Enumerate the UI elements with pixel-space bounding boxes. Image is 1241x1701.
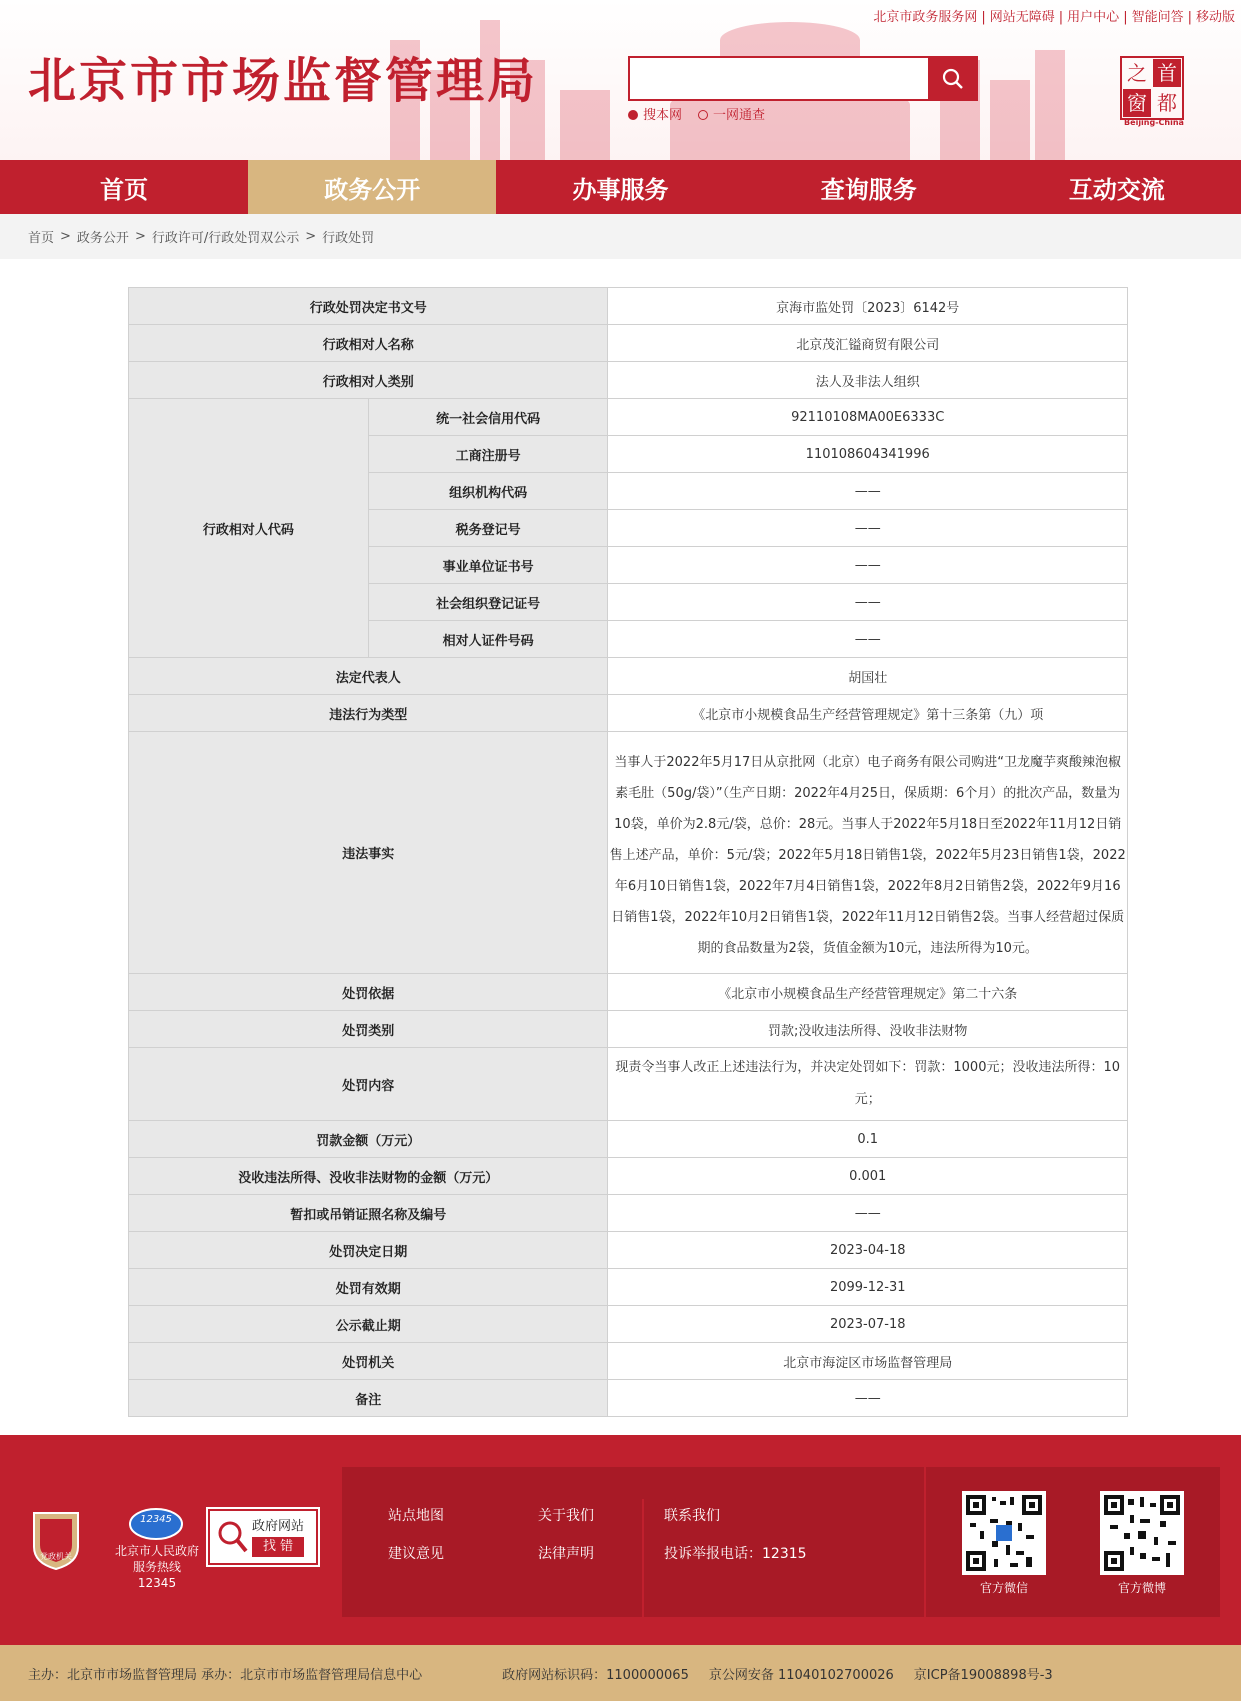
valid-until: 2099-12-31: [608, 1269, 1128, 1306]
breadcrumb-separator: >: [134, 229, 146, 244]
report-error-button[interactable]: [208, 1509, 318, 1565]
table-row: [129, 1158, 1128, 1195]
qr-code-icon: [1104, 1495, 1180, 1571]
scope-option-site[interactable]: [628, 104, 682, 123]
scope-label: 一网通查: [713, 108, 766, 123]
social-org-cert: ——: [608, 584, 1128, 621]
license-info: ——: [608, 1195, 1128, 1232]
institution-cert: ——: [608, 547, 1128, 584]
field-label: 组织机构代码: [368, 473, 608, 510]
party-gov-org-text: 党政机关: [40, 1552, 72, 1561]
top-link-gov-service[interactable]: 北京市政务服务网: [873, 10, 978, 25]
site-footer: [0, 1435, 1241, 1645]
badge-subtitle: Beijing-China: [1124, 118, 1184, 127]
party-gov-org-logo[interactable]: [30, 1507, 82, 1571]
badge-char: 之: [1127, 61, 1147, 85]
footer-link-about[interactable]: 关于我们: [538, 1508, 594, 1524]
breadcrumb-penalty[interactable]: 行政处罚: [322, 231, 375, 246]
field-label: 统一社会信用代码: [368, 399, 608, 436]
table-row: [129, 399, 1128, 436]
footer-bottom-bar: [0, 1645, 1241, 1701]
field-label: 行政相对人类别: [129, 362, 608, 399]
field-label: 处罚有效期: [129, 1269, 608, 1306]
hotline-caption-line: 北京市人民政府: [114, 1544, 199, 1558]
scope-label: 搜本网: [643, 108, 683, 123]
fine-amount: 0.1: [608, 1121, 1128, 1158]
table-row: [129, 974, 1128, 1011]
field-label: 处罚机关: [129, 1343, 608, 1380]
police-record[interactable]: 京公网安备 11040102700026: [708, 1667, 894, 1683]
search-box: [628, 56, 978, 101]
legal-representative: 胡国壮: [608, 658, 1128, 695]
footer-links-panel: [342, 1467, 924, 1617]
scope-option-all[interactable]: [698, 104, 765, 123]
table-row: [129, 1048, 1128, 1121]
field-label: 公示截止期: [129, 1306, 608, 1343]
breadcrumb: [0, 214, 1241, 259]
breadcrumb-separator: >: [305, 229, 317, 244]
footer-link-contact[interactable]: 联系我们: [664, 1508, 720, 1524]
table-row: [129, 1232, 1128, 1269]
search-icon: [942, 68, 964, 90]
footer-qr-panel: [926, 1467, 1220, 1617]
radio-unchecked-icon: [698, 110, 708, 120]
penalty-type: 罚款;没收违法所得、没收非法财物: [608, 1011, 1128, 1048]
footer-link-legal[interactable]: 法律声明: [538, 1546, 594, 1562]
top-link-mobile[interactable]: 移动版: [1195, 10, 1235, 25]
qr-code-icon: [966, 1495, 1042, 1571]
field-label: 处罚依据: [129, 974, 608, 1011]
breadcrumb-separator: >: [60, 229, 71, 244]
penalty-authority: 北京市海淀区市场监督管理局: [608, 1343, 1128, 1380]
wechat-qr-code[interactable]: [962, 1491, 1046, 1575]
remarks: ——: [608, 1380, 1128, 1417]
breadcrumb-home[interactable]: 首页: [28, 231, 55, 246]
top-link-accessibility[interactable]: 网站无障碍: [989, 10, 1055, 25]
penalty-content: 现责令当事人改正上述违法行为，并决定处罚如下：罚款：1000元；没收违法所得：10元；: [608, 1048, 1128, 1121]
table-row: [129, 325, 1128, 362]
party-type: 法人及非法人组织: [608, 362, 1128, 399]
confiscation-amount: 0.001: [608, 1158, 1128, 1195]
tax-number: ——: [608, 510, 1128, 547]
nav-item-services[interactable]: 办事服务: [572, 175, 669, 204]
search-scope: [628, 104, 765, 123]
org-code: ——: [608, 473, 1128, 510]
table-row: [129, 658, 1128, 695]
magnifier-icon: [214, 1517, 250, 1557]
registration-number: 110108604341996: [608, 436, 1128, 473]
penalty-record-table: [128, 287, 1128, 1417]
violation-type: 《北京市小规模食品生产经营管理规定》第十三条第（九）项: [608, 695, 1128, 732]
footer-link-sitemap[interactable]: 站点地图: [388, 1508, 444, 1524]
table-row: [129, 1306, 1128, 1343]
table-row: [129, 362, 1128, 399]
id-number: ——: [608, 621, 1128, 658]
site-header: [0, 0, 1241, 160]
field-label: 社会组织登记证号: [368, 584, 608, 621]
weibo-qr-code[interactable]: [1100, 1491, 1184, 1575]
decision-number: 京海市监处罚〔2023〕6142号: [608, 288, 1128, 325]
search-button[interactable]: [928, 56, 978, 101]
decision-date: 2023-04-18: [608, 1232, 1128, 1269]
violation-facts: 当事人于2022年5月17日从京批网（北京）电子商务有限公司购进“卫龙魔芋爽酸辣泡椒素毛肚（50g/袋）”（生产日期：2022年4月25日，保质期：6个月）的批次产品，数量为10袋，单价为2.8元/袋，总价：28元。当事人于2022年5月18日至2022年11月12日销售上述产品，单价：5元/袋；2022年5月18日销售1袋，2022年5月23日销售1袋，2022年6月10日销售1袋，2022年7月4日销售1袋，2022年8月2日销售2袋，2022年9月16日销售1袋，2022年10月2日销售1袋，2022年11月12日销售2袋。当事人经营超过保质期的食品数量为2袋，货值金额为10元，违法所得为10元。: [608, 732, 1128, 974]
credit-code: 92110108MA00E6333C: [608, 399, 1128, 436]
nav-item-interaction[interactable]: 互动交流: [1068, 175, 1165, 204]
field-label: 违法行为类型: [129, 695, 608, 732]
table-row: [129, 1269, 1128, 1306]
table-row: [129, 288, 1128, 325]
icp-record[interactable]: 京ICP备19008898号-3: [913, 1667, 1053, 1683]
field-label: 处罚决定日期: [129, 1232, 608, 1269]
table-row: [129, 1011, 1128, 1048]
radio-checked-icon: [628, 110, 638, 120]
field-label: 暂扣或吊销证照名称及编号: [129, 1195, 608, 1232]
table-row: [129, 1121, 1128, 1158]
penalty-basis: 《北京市小规模食品生产经营管理规定》第二十六条: [608, 974, 1128, 1011]
field-label: 违法事实: [129, 732, 608, 974]
nav-item-query[interactable]: 查询服务: [820, 175, 917, 204]
field-label: 工商注册号: [368, 436, 608, 473]
hotline-badge-number: 12345: [140, 1514, 172, 1525]
weibo-qr-label: 官方微博: [1117, 1581, 1166, 1595]
field-label: 行政相对人名称: [129, 325, 608, 362]
badge-char: 都: [1157, 91, 1177, 115]
field-label: 备注: [129, 1380, 608, 1417]
complaint-phone: 投诉举报电话：12315: [664, 1546, 807, 1562]
field-label: 行政处罚决定书文号: [129, 288, 608, 325]
nav-item-gov-affairs[interactable]: 政务公开: [248, 160, 496, 214]
search-input[interactable]: [630, 58, 920, 99]
footer-logos: [28, 1507, 328, 1597]
top-link-user-center[interactable]: 用户中心: [1067, 10, 1120, 25]
footer-divider: [642, 1499, 644, 1649]
table-row: [129, 732, 1128, 974]
sponsor-info: 主办：北京市市场监督管理局 承办：北京市市场监督管理局信息中心: [28, 1667, 423, 1683]
top-link-smart-qa[interactable]: 智能问答: [1131, 10, 1184, 25]
hotline-12345-logo[interactable]: [128, 1507, 184, 1541]
hotline-caption-line: 服务热线12345: [132, 1560, 181, 1590]
report-error-line1: 政府网站: [252, 1519, 305, 1534]
field-label: 处罚类别: [129, 1011, 608, 1048]
nav-item-home[interactable]: 首页: [100, 175, 149, 204]
wechat-qr-label: 官方微信: [979, 1581, 1028, 1595]
table-row: [129, 1343, 1128, 1380]
breadcrumb-dual-publicity[interactable]: 行政许可/行政处罚双公示: [151, 231, 300, 246]
party-name: 北京茂汇镒商贸有限公司: [608, 325, 1128, 362]
table-row: [129, 695, 1128, 732]
breadcrumb-gov-affairs[interactable]: 政务公开: [76, 231, 129, 246]
publish-end-date: 2023-07-18: [608, 1306, 1128, 1343]
site-id: 政府网站标识码：1100000065: [502, 1667, 689, 1683]
field-label: 相对人证件号码: [368, 621, 608, 658]
top-links: 北京市政务服务网 | 网站无障碍 | 用户中心 | 智能问答 | 移动版: [873, 10, 1235, 25]
field-label: 法定代表人: [129, 658, 608, 695]
field-label: 处罚内容: [129, 1048, 608, 1121]
report-error-line2: 找 错: [252, 1537, 304, 1557]
field-label: 事业单位证书号: [368, 547, 608, 584]
badge-char: 首: [1157, 61, 1177, 85]
field-label: 税务登记号: [368, 510, 608, 547]
table-row: [129, 1380, 1128, 1417]
capital-window-logo[interactable]: [1120, 56, 1184, 120]
table-row: [129, 1195, 1128, 1232]
footer-link-feedback[interactable]: 建议意见: [388, 1546, 444, 1562]
hotline-caption: [114, 1543, 200, 1591]
badge-char: 窗: [1127, 91, 1147, 115]
site-title: 北京市市场监督管理局: [28, 53, 539, 109]
field-label: 没收违法所得、没收非法财物的金额（万元）: [129, 1158, 608, 1195]
field-label: 罚款金额（万元）: [129, 1121, 608, 1158]
main-nav: [0, 160, 1241, 214]
field-label: 行政相对人代码: [129, 399, 369, 658]
